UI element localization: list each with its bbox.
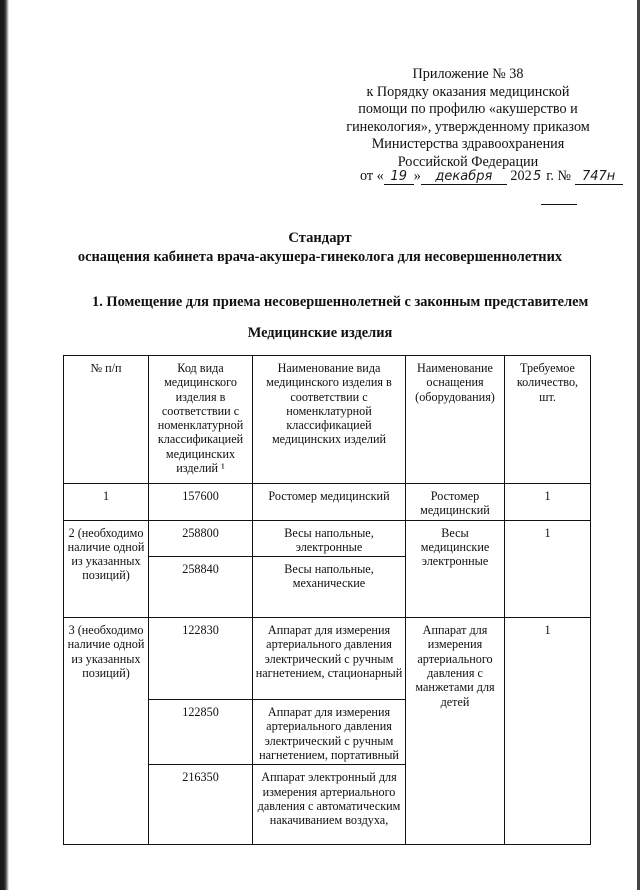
row-type-name: Аппарат для измерения артериального давления электрический с ручным нагнетением, стационарный: [253, 618, 406, 700]
scan-left-edge: [0, 0, 9, 890]
row-equipment: Ростомер медицинский: [406, 484, 505, 521]
date-day-handwritten: 19: [384, 169, 414, 185]
row-number: 2 (необходимо наличие одной из указанных позиций): [64, 520, 149, 618]
date-year-prefix: 202: [510, 168, 532, 184]
header-cell-equipment: Наименование оснащения (оборудования): [406, 356, 505, 484]
row-quantity: 1: [505, 484, 591, 521]
row-quantity: 1: [505, 520, 591, 618]
header-cell-quantity: Требуемое количество, шт.: [505, 356, 591, 484]
row-equipment: Аппарат для измерения артериального давления с манжетами для детей: [406, 618, 505, 845]
row-type-name: Весы напольные, механические: [253, 557, 406, 618]
appendix-block: [318, 66, 618, 172]
row-type-name: Ростомер медицинский: [253, 484, 406, 521]
row-code: 258840: [149, 557, 253, 618]
order-date-line: [360, 168, 623, 185]
order-number-handwritten: 747н: [575, 169, 623, 185]
date-year-suffix: г. №: [542, 168, 572, 184]
row-type-name: Аппарат электронный для измерения артериального давления с автоматическим накачиванием воздуха,: [253, 765, 406, 845]
table-row: [64, 520, 591, 557]
section-heading: 1. Помещение для приема несовершеннолетней с законным представителем: [92, 294, 589, 310]
appendix-line: Министерства здравоохранения: [371, 136, 565, 153]
date-month-handwritten: декабря: [421, 169, 507, 185]
appendix-line: к Порядку оказания медицинской: [366, 83, 570, 100]
document-subtitle: оснащения кабинета врача-акушера-гинеколога для несовершеннолетних: [77, 249, 563, 265]
row-number: 1: [64, 484, 149, 521]
row-code: 122830: [149, 618, 253, 700]
table-header-row: [64, 356, 591, 484]
row-number: 3 (необходимо наличие одной из указанных позиций): [64, 618, 149, 845]
table-row: [64, 618, 591, 700]
row-code: 216350: [149, 765, 253, 845]
row-type-name: Аппарат для измерения артериального давления электрический с ручным нагнетением, портативный: [253, 700, 406, 765]
date-mid: »: [413, 168, 421, 184]
row-type-name: Весы напольные, электронные: [253, 520, 406, 557]
appendix-line: Приложение № 38: [412, 66, 524, 82]
row-code: 122850: [149, 700, 253, 765]
date-year-handwritten: 5: [533, 169, 542, 184]
row-quantity: 1: [505, 618, 591, 845]
header-cell-code: Код вида медицинского изделия в соответствии с номенклатурной классификацией медицинских изделий ¹: [149, 356, 253, 484]
equipment-table: [63, 355, 591, 845]
appendix-line: помощи по профилю «акушерство и: [358, 101, 578, 118]
document-title: Стандарт: [288, 230, 352, 246]
appendix-line: гинекология», утвержденному приказом: [346, 118, 590, 135]
row-code: 157600: [149, 484, 253, 521]
header-cell-number: № п/п: [64, 356, 149, 484]
table-caption: Медицинские изделия: [247, 325, 393, 341]
row-code: 258800: [149, 520, 253, 557]
appendix-line: Российской Федерации: [397, 153, 539, 170]
signature-line: [541, 204, 577, 205]
header-cell-type-name: Наименование вида медицинского изделия в соответствии с номенклатурной классификацией медицинских изделий: [253, 356, 406, 484]
date-prefix: от «: [360, 168, 384, 184]
table-row: [64, 484, 591, 521]
row-equipment: Весы медицинские электронные: [406, 520, 505, 618]
